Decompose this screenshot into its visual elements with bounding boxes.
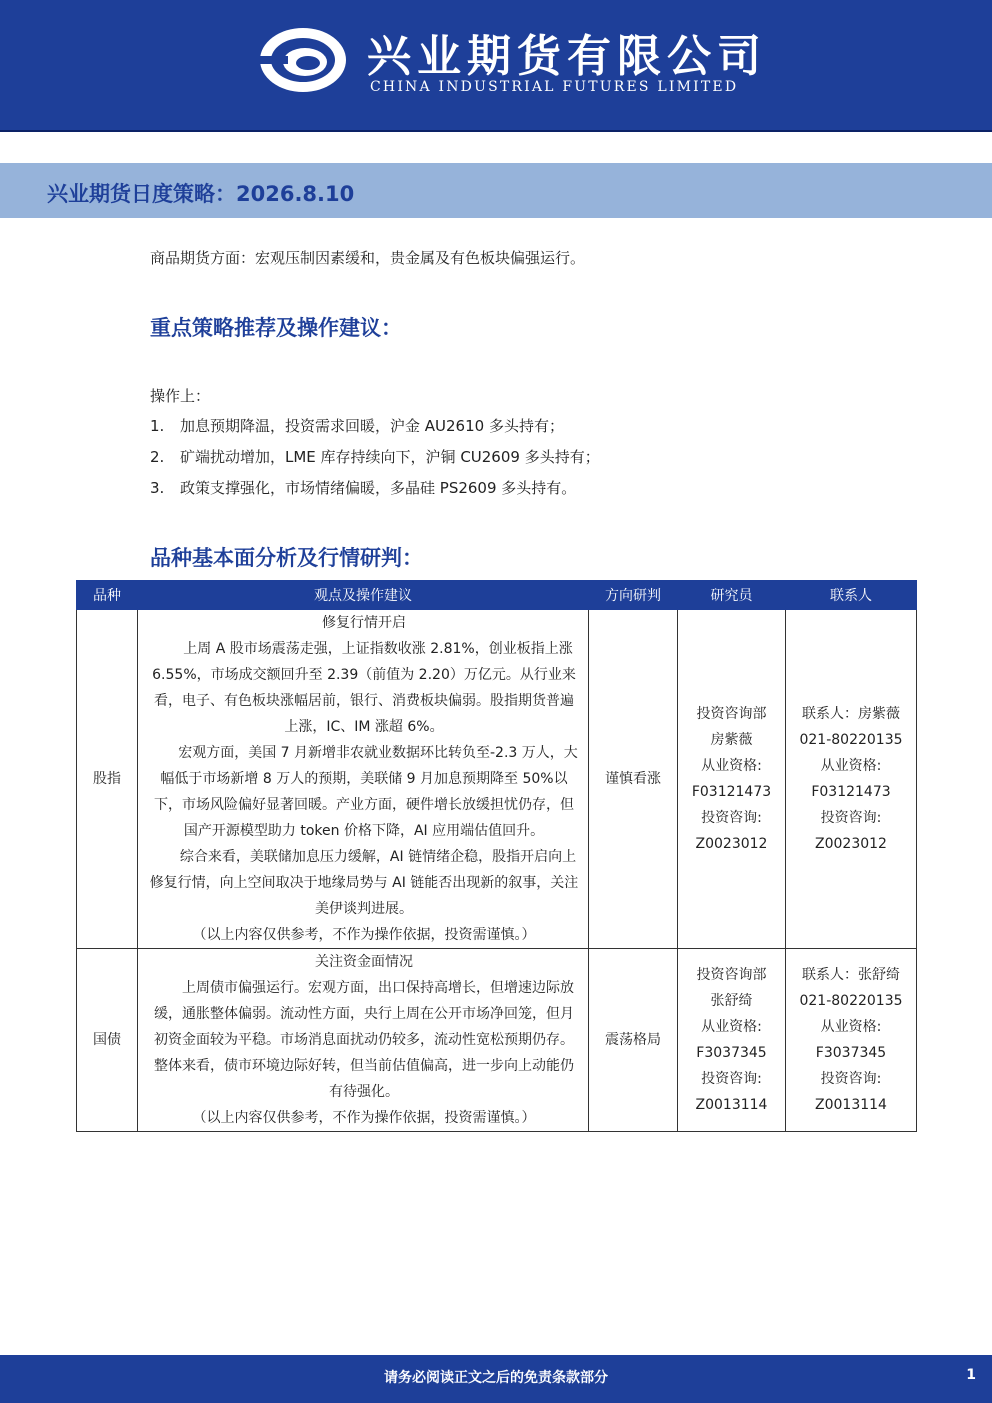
direction-cell: 震荡格局 xyxy=(589,949,678,1132)
researcher-line: 投资咨询部 xyxy=(696,706,767,722)
operation-item xyxy=(150,415,564,436)
view-paragraph: 上周 A 股市场震荡走强，上证指数收涨 2.81%，创业板指上涨 6.55%，市场成交额回升至 2.39（前值为 2.20）万亿元。从行业来看，电子、有色板块涨幅居前，银行、消费板块偏弱。股指期货普遍上涨，IC、IM 涨超 6%。 xyxy=(152,641,576,735)
company-name-cn: 兴业期货有限公司 xyxy=(367,31,767,82)
contact-line: 从业资格: xyxy=(820,1019,882,1035)
view-paragraph: 上周债市偏强运行。宏观方面，出口保持高增长，但增速边际放缓，通胀整体偏弱。流动性方面，央行上周在公开市场净回笼，但月初资金面较为平稳。市场消息面扰动仍较多，流动性宽松预期仍存。整体来看，债市环境边际好转，但当前估值偏高，进一步向上动能仍有待强化。 xyxy=(154,980,574,1100)
page-title: 兴业期货日度策略：2026.8.10 xyxy=(47,182,355,206)
header-variety: 品种 xyxy=(77,581,138,610)
researcher-line: 投资咨询部 xyxy=(696,967,767,983)
page-footer xyxy=(0,1355,992,1403)
header-contact: 联系人 xyxy=(786,581,917,610)
researcher-line: 投资咨询: xyxy=(701,810,762,826)
view-subtitle: 关注资金面情况 xyxy=(315,954,413,970)
view-note: （以上内容仅供参考，不作为操作依据，投资需谨慎。） xyxy=(192,927,536,943)
header-view: 观点及操作建议 xyxy=(138,581,589,610)
section-heading-analysis: 品种基本面分析及行情研判： xyxy=(150,546,423,570)
operation-item xyxy=(150,446,600,467)
operation-item xyxy=(150,477,576,498)
section-heading-strategy: 重点策略推荐及操作建议： xyxy=(150,316,402,340)
view-subtitle: 修复行情开启 xyxy=(322,615,406,631)
view-paragraph: 综合来看，美联储加息压力缓解，AI 链情绪企稳，股指开启向上修复行情，向上空间取决于地缘局势与 AI 链能否出现新的叙事，关注美伊谈判进展。 xyxy=(149,849,579,917)
researcher-cell xyxy=(678,610,786,949)
table-row xyxy=(77,610,917,949)
table-header-row xyxy=(77,581,917,610)
table-row xyxy=(77,949,917,1132)
contact-line: F3037345 xyxy=(815,1045,887,1061)
researcher-line: F03121473 xyxy=(691,784,772,800)
header-direction: 方向研判 xyxy=(589,581,678,610)
header-researcher: 研究员 xyxy=(678,581,786,610)
contact-line: Z0023012 xyxy=(815,836,887,852)
researcher-line: 从业资格: xyxy=(701,758,762,774)
view-note: （以上内容仅供参考，不作为操作依据，投资需谨慎。） xyxy=(192,1110,536,1126)
analysis-table xyxy=(76,580,917,1132)
view-cell xyxy=(138,949,589,1132)
contact-cell xyxy=(786,610,917,949)
direction-cell: 谨慎看涨 xyxy=(589,610,678,949)
item-number: 2. xyxy=(150,448,165,466)
variety-cell: 国债 xyxy=(77,949,138,1132)
page-number: 1 xyxy=(966,1367,976,1383)
contact-line: 联系人：张舒绮 xyxy=(802,967,900,983)
title-band xyxy=(0,163,992,218)
contact-line: 联系人：房紫薇 xyxy=(802,706,900,722)
contact-line: 从业资格: xyxy=(820,758,882,774)
item-number: 1. xyxy=(150,417,165,435)
researcher-line: 投资咨询: xyxy=(701,1071,762,1087)
variety-cell: 股指 xyxy=(77,610,138,949)
contact-line: 投资咨询: xyxy=(820,810,882,826)
disclaimer-text: 请务必阅读正文之后的免责条款部分 xyxy=(384,1370,608,1386)
item-text: 矿端扰动增加，LME 库存持续向下，沪铜 CU2609 多头持有； xyxy=(180,448,600,466)
contact-line: F03121473 xyxy=(811,784,891,800)
company-logo-icon xyxy=(258,26,348,94)
researcher-line: F3037345 xyxy=(696,1045,767,1061)
view-cell xyxy=(138,610,589,949)
contact-line: Z0013114 xyxy=(815,1097,887,1113)
contact-line: 021-80220135 xyxy=(799,732,903,748)
researcher-line: 房紫薇 xyxy=(710,732,753,748)
researcher-cell xyxy=(678,949,786,1132)
company-name-en: CHINA INDUSTRIAL FUTURES LIMITED xyxy=(370,79,739,95)
operations-intro: 操作上： xyxy=(150,387,211,405)
researcher-line: Z0013114 xyxy=(695,1097,768,1113)
contact-line: 021-80220135 xyxy=(799,993,903,1009)
item-number: 3. xyxy=(150,479,165,497)
summary-text: 商品期货方面：宏观压制因素缓和，贵金属及有色板块偏强运行。 xyxy=(150,249,586,267)
item-text: 政策支撑强化，市场情绪偏暖，多晶硅 PS2609 多头持有。 xyxy=(180,479,577,497)
researcher-line: 从业资格: xyxy=(701,1019,762,1035)
view-paragraph: 宏观方面，美国 7 月新增非农就业数据环比转负至-2.3 万人，大幅低于市场新增 8 万人的预期，美联储 9 月加息预期降至 50%以下，市场风险偏好显著回暖。产业方面，硬件增长放缓担忧仍存，但国产开源模型助力 token 价格下降，AI 应用端估值回升。 xyxy=(154,745,578,839)
contact-line: 投资咨询: xyxy=(820,1071,882,1087)
item-text: 加息预期降温，投资需求回暖，沪金 AU2610 多头持有； xyxy=(180,417,564,435)
researcher-line: 张舒绮 xyxy=(710,993,753,1009)
researcher-line: Z0023012 xyxy=(695,836,768,852)
contact-cell xyxy=(786,949,917,1132)
page-header xyxy=(0,0,992,132)
